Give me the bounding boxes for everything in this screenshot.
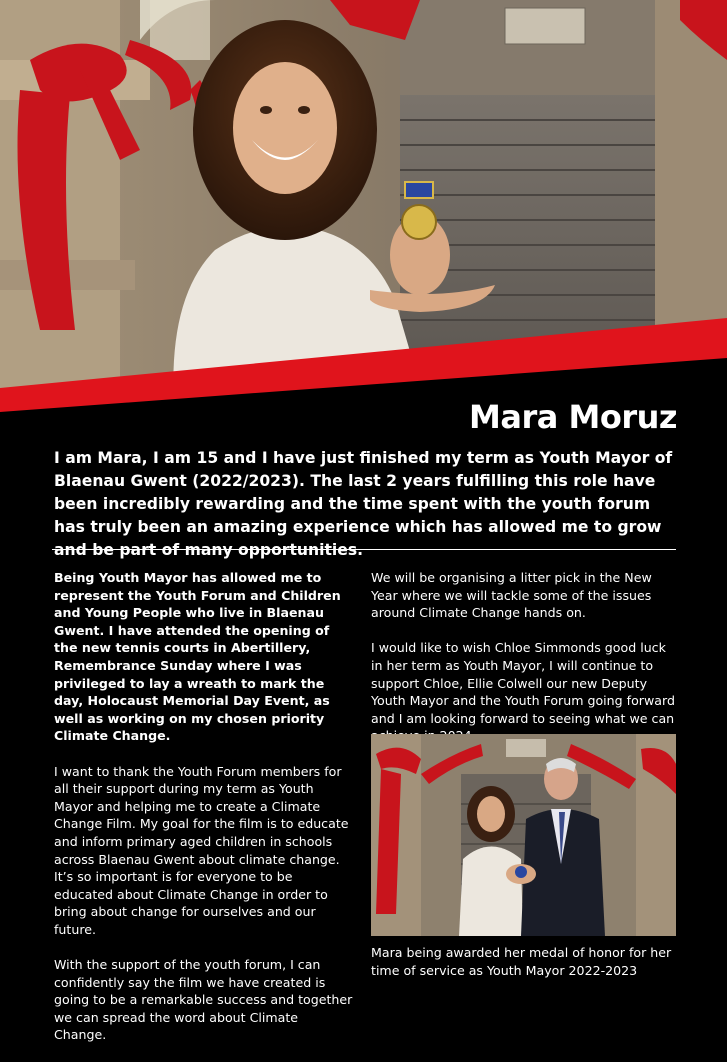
intro-paragraph: I am Mara, I am 15 and I have just finished my term as Youth Mayor of Blaenau Gwent (2022/2023). The last 2 years fulfilling this role have been incredibly rewarding and the time spent with the youth forum has truly been an amazing experience which has allowed me to grow and be part of many opportunities. [54,447,684,562]
photo-caption: Mara being awarded her medal of honor for her time of service as Youth Mayor 2022-2023 [371,944,681,979]
page-title: Mara Moruz [469,398,677,436]
hero-photo [0,0,727,420]
left-column [54,569,354,1062]
right-paragraph-2: I would like to wish Chloe Simmonds good luck in her term as Youth Mayor, I will continue to support Chloe, Ellie Colwell our new Deputy Youth Mayor and the Youth Forum going forward and I am looking forward to seeing what we can [371,639,676,745]
left-paragraph-3: With the support of the youth forum, I can confidently say the film we have created is going to be a remarkable success and together we can spread the word about Climate Change. [54,956,354,1044]
divider [52,549,676,550]
right-paragraph-1: We will be organising a litter pick in the New Year where we will tackle some of the issues around Climate Change hands on. [371,569,676,622]
left-paragraph-1: Being Youth Mayor has allowed me to represent the Youth Forum and Children and Young People who live in Blaenau Gwent. I have attended the opening of the new tennis courts in Abertillery, Remembrance Sunday where I was privileged to lay a wreath to mark the day, Holocaust Memorial Day Event, as well as working on my chosen priority Climate Change. [54,569,354,745]
medal-presentation-photo [371,734,676,936]
left-paragraph-2: I want to thank the Youth Forum members for all their support during my term as Youth Mayor and helping me to create a Climate Change Film. My goal for the film is to educate and inform primary aged children in schools across Blaenau Gwent about climate change. It’s so important is for everyone to be educated about Climate Change in order to bring about change for ourselves and our future. [54,763,354,939]
